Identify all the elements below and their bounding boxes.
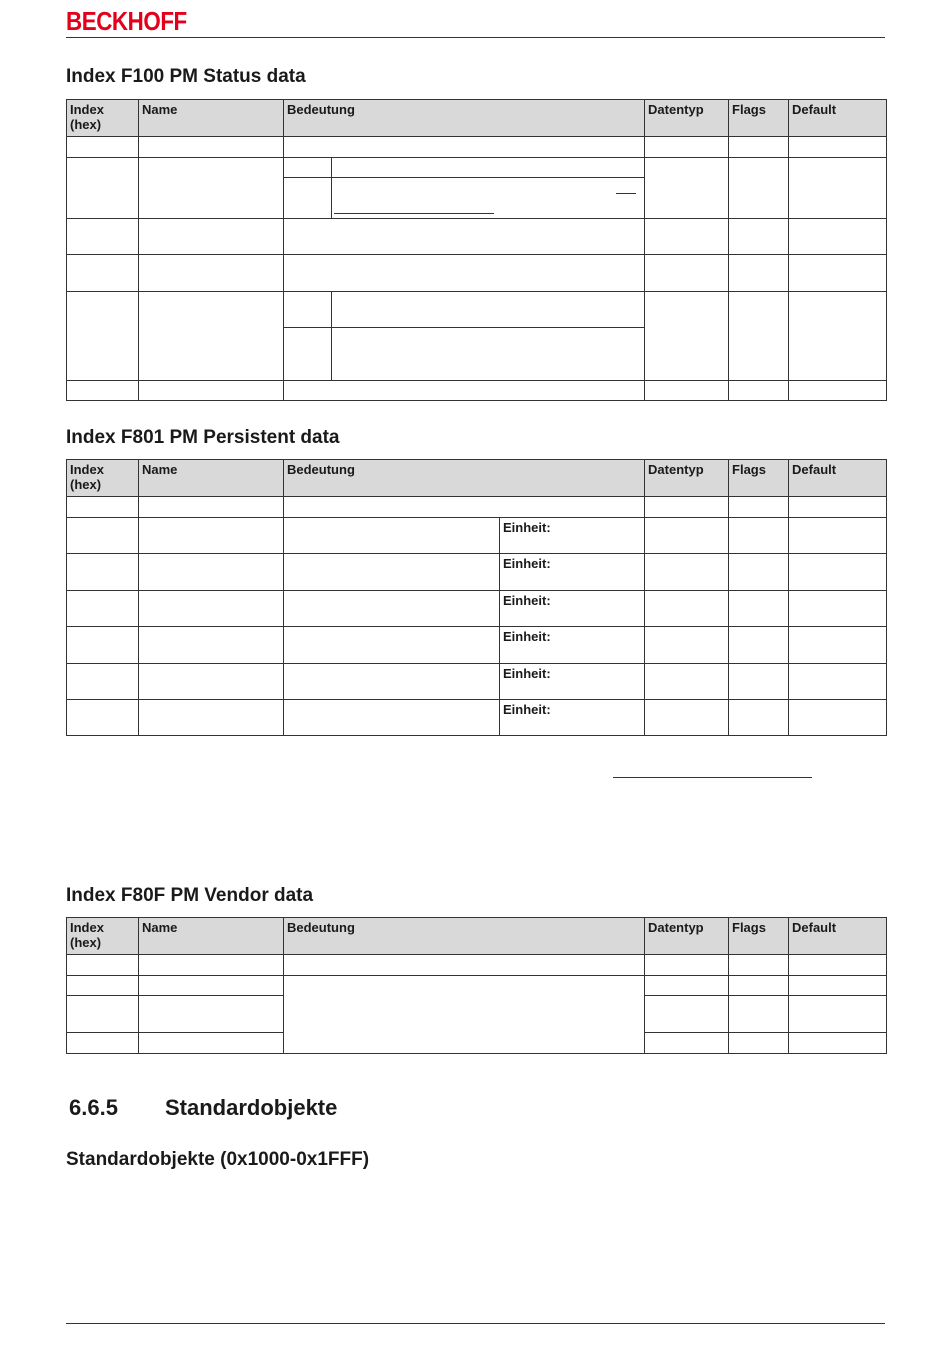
table-row [67,976,887,996]
section-number: 6.6.5 [69,1095,118,1120]
table-row [67,700,887,736]
table-row [67,219,887,255]
col-default: Default [789,100,887,137]
table-row [67,158,887,178]
f801-table-title: Index F801 PM Persistent data [66,427,340,448]
unit-label: Einheit: [500,627,645,664]
unit-label: Einheit: [500,700,645,736]
col-flags: Flags [729,100,789,137]
col-name: Name [139,100,284,137]
col-index: Index (hex) [67,918,139,955]
f801-table [66,459,887,736]
table-row [67,554,887,591]
col-flags: Flags [729,918,789,955]
table-row [67,381,887,401]
footer-rule [66,1323,885,1324]
table-header-row [67,918,887,955]
col-datatype: Datentyp [645,918,729,955]
table-row [67,255,887,292]
col-datatype: Datentyp [645,100,729,137]
f80f-table-title: Index F80F PM Vendor data [66,885,314,906]
col-flags: Flags [729,460,789,497]
f100-table-title: Index F100 PM Status data [66,66,306,87]
underline-mark [613,777,812,778]
col-index: Index (hex) [67,100,139,137]
table-row [67,497,887,518]
table-row [67,518,887,554]
table-row [67,627,887,664]
unit-label: Einheit: [500,554,645,591]
underline-mark [616,193,636,194]
table-row [67,292,887,328]
col-meaning: Bedeutung [284,460,645,497]
f80f-table [66,917,887,1054]
col-index: Index (hex) [67,460,139,497]
table-row [67,664,887,700]
section-title: Standardobjekte [165,1095,338,1120]
col-name: Name [139,460,284,497]
table-header-row [67,100,887,137]
table-header-row [67,460,887,497]
col-default: Default [789,460,887,497]
unit-label: Einheit: [500,591,645,627]
table-row [67,591,887,627]
col-default: Default [789,918,887,955]
col-meaning: Bedeutung [284,100,645,137]
beckhoff-logo: BECKHOFF [66,6,187,36]
unit-label: Einheit: [500,518,645,554]
table-row [67,137,887,158]
col-meaning: Bedeutung [284,918,645,955]
section-subtitle: Standardobjekte (0x1000-0x1FFF) [66,1149,370,1170]
table-row [67,955,887,976]
unit-label: Einheit: [500,664,645,700]
col-datatype: Datentyp [645,460,729,497]
col-name: Name [139,918,284,955]
underline-mark [334,213,494,214]
f100-table [66,99,887,401]
header-rule [66,37,885,38]
